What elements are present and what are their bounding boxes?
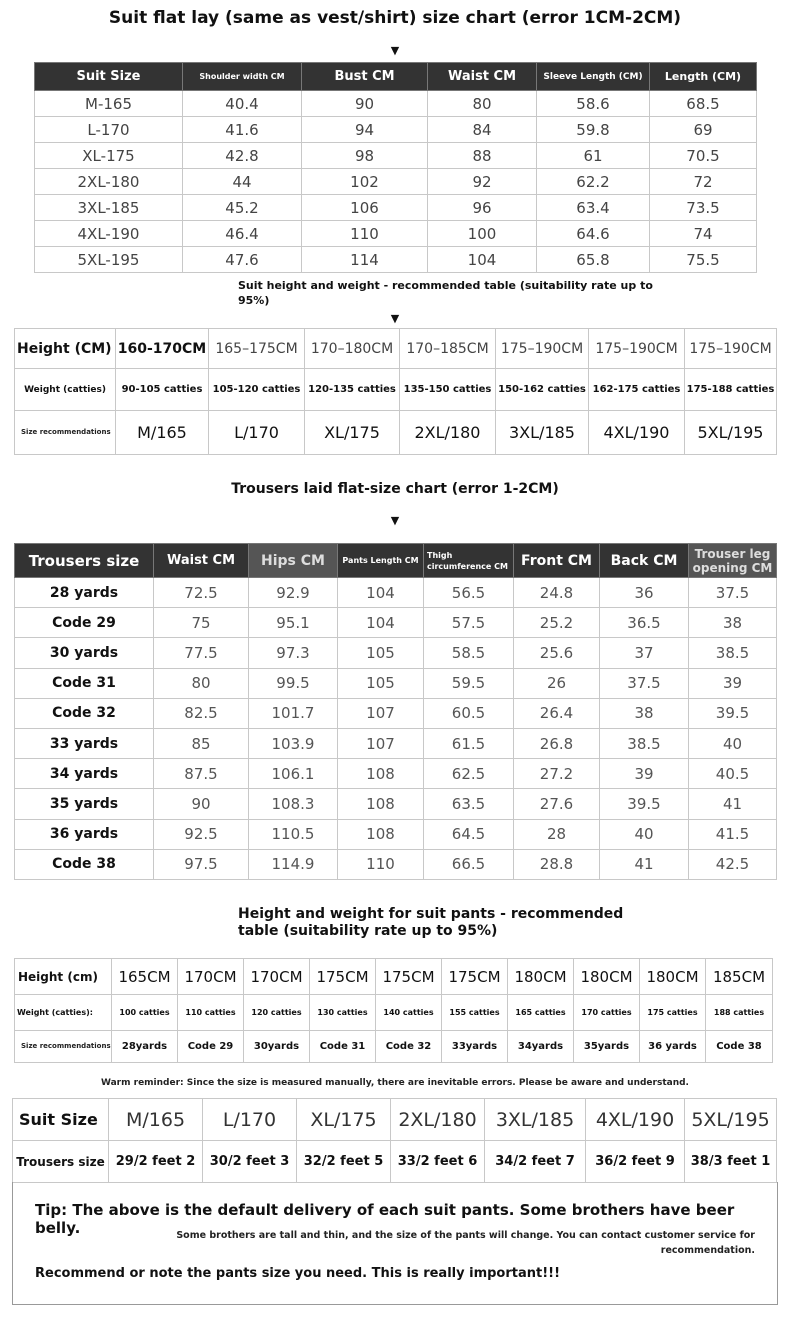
trousers-size-cell: 29/2 feet 2 (109, 1141, 203, 1183)
table-cell: 90 (302, 91, 428, 117)
height-cell: 185CM (706, 959, 773, 995)
table-cell: 39.5 (600, 789, 689, 819)
tip-line-3: Recommend or note the pants size you need. This is really important!!! (35, 1266, 561, 1281)
table-cell: 110 (338, 849, 424, 879)
tip-line-1: Tip: The above is the default delivery of each suit pants. Some brothers have beer belly. (35, 1201, 735, 1237)
table-row (15, 638, 777, 668)
size-recommendations-label: Size recommendations (15, 1031, 112, 1063)
table-row (35, 117, 757, 143)
table-cell: 68.5 (650, 91, 757, 117)
table-cell: 80 (154, 668, 249, 698)
table-cell: 25.2 (514, 608, 600, 638)
table-cell: 62.5 (424, 759, 514, 789)
table-cell: 44 (183, 169, 302, 195)
table-row (15, 728, 777, 758)
table-cell: 104 (338, 578, 424, 608)
table-row (35, 143, 757, 169)
table-cell: 41.6 (183, 117, 302, 143)
col-header-hips: Hips CM (249, 544, 338, 578)
trousers-size-cell: 32/2 feet 5 (297, 1141, 391, 1183)
suit-size-table (34, 62, 757, 273)
size-cell: 28yards (112, 1031, 178, 1063)
table-cell: 108.3 (249, 789, 338, 819)
table-cell: 40.4 (183, 91, 302, 117)
table-cell: 27.6 (514, 789, 600, 819)
size-cell: 35yards (574, 1031, 640, 1063)
warm-reminder: Warm reminder: Since the size is measured manually, there are inevitable errors. Please be aware and understand. (101, 1078, 689, 1088)
table-row (35, 91, 757, 117)
table-cell: 46.4 (183, 221, 302, 247)
trousers-size-cell: 36/2 feet 9 (586, 1141, 685, 1183)
weight-cell: 170 catties (574, 995, 640, 1031)
default-delivery-table (12, 1098, 777, 1183)
table-row (35, 221, 757, 247)
table-cell: 38 (689, 608, 777, 638)
table-cell: 107 (338, 698, 424, 728)
size-cell: 2XL-180 (35, 169, 183, 195)
weight-cell: 120-135 catties (305, 369, 400, 411)
height-cell: 170CM (244, 959, 310, 995)
table-cell: 97.5 (154, 849, 249, 879)
tip-line-2: Some brothers are tall and thin, and the size of the pants will change. You can contact customer service for recommendation. (176, 1230, 755, 1256)
table-cell: 24.8 (514, 578, 600, 608)
col-header-leg-opening: Trouser leg opening CM (689, 544, 777, 578)
table-cell: 28.8 (514, 849, 600, 879)
suit-recommendation-table (14, 328, 777, 455)
table-cell: 90 (154, 789, 249, 819)
suit-size-cell: 2XL/180 (391, 1099, 485, 1141)
table-cell: 26 (514, 668, 600, 698)
weight-cell: 135-150 catties (400, 369, 496, 411)
table-row (35, 195, 757, 221)
suit-size-cell: 3XL/185 (485, 1099, 586, 1141)
table-cell: 41 (689, 789, 777, 819)
table-cell: 45.2 (183, 195, 302, 221)
table-cell: 61.5 (424, 728, 514, 758)
table-cell: 104 (338, 608, 424, 638)
table-cell: 64.6 (537, 221, 650, 247)
suit-size-label: Suit Size (13, 1099, 109, 1141)
table-cell: 102 (302, 169, 428, 195)
col-header-bust: Bust CM (302, 63, 428, 91)
weight-cell: 188 catties (706, 995, 773, 1031)
col-header-suit-size: Suit Size (35, 63, 183, 91)
table-cell: 36.5 (600, 608, 689, 638)
table-cell: 47.6 (183, 247, 302, 273)
height-cell: 180CM (508, 959, 574, 995)
col-header-waist: Waist CM (154, 544, 249, 578)
table-cell: 56.5 (424, 578, 514, 608)
table-cell: 74 (650, 221, 757, 247)
table-cell: 99.5 (249, 668, 338, 698)
table-cell: 39 (600, 759, 689, 789)
weight-cell: 90-105 catties (116, 369, 209, 411)
size-cell: Code 31 (15, 668, 154, 698)
size-cell: 33yards (442, 1031, 508, 1063)
table-cell: 65.8 (537, 247, 650, 273)
size-cell: Code 32 (15, 698, 154, 728)
height-cell: 170–180CM (305, 329, 400, 369)
size-cell: M-165 (35, 91, 183, 117)
weight-cell: 162-175 catties (589, 369, 685, 411)
table-cell: 106 (302, 195, 428, 221)
table-cell: 39 (689, 668, 777, 698)
suit-chart-title: Suit flat lay (same as vest/shirt) size chart (error 1CM-2CM) (108, 8, 682, 28)
size-cell: Code 38 (15, 849, 154, 879)
trousers-size-table (14, 543, 777, 880)
table-cell: 38 (600, 698, 689, 728)
down-arrow-icon: ▼ (390, 44, 400, 57)
table-row (15, 819, 777, 849)
trousers-size-cell: 34/2 feet 7 (485, 1141, 586, 1183)
table-cell: 108 (338, 819, 424, 849)
height-cell: 160-170CM (116, 329, 209, 369)
height-cell: 165CM (112, 959, 178, 995)
table-cell: 40.5 (689, 759, 777, 789)
table-cell: 60.5 (424, 698, 514, 728)
table-cell: 57.5 (424, 608, 514, 638)
table-row (35, 169, 757, 195)
table-cell: 42.8 (183, 143, 302, 169)
col-header-thigh: Thigh circumference CM (424, 544, 514, 578)
table-cell: 59.8 (537, 117, 650, 143)
trousers-size-cell: 30/2 feet 3 (203, 1141, 297, 1183)
col-header-pants-length: Pants Length CM (338, 544, 424, 578)
height-cell: 170CM (178, 959, 244, 995)
weight-label: Weight (catties) (15, 369, 116, 411)
table-cell: 75.5 (650, 247, 757, 273)
trousers-size-cell: 38/3 feet 1 (685, 1141, 777, 1183)
size-cell: XL-175 (35, 143, 183, 169)
down-arrow-icon: ▼ (390, 514, 400, 527)
size-cell: 3XL/185 (496, 411, 589, 455)
table-cell: 37.5 (689, 578, 777, 608)
table-cell: 69 (650, 117, 757, 143)
trousers-size-label: Trousers size (13, 1141, 109, 1183)
down-arrow-icon: ▼ (390, 312, 400, 325)
size-cell: 4XL/190 (589, 411, 685, 455)
height-cell: 175CM (376, 959, 442, 995)
size-cell: Code 38 (706, 1031, 773, 1063)
col-header-sleeve: Sleeve Length (CM) (537, 63, 650, 91)
table-cell: 82.5 (154, 698, 249, 728)
table-cell: 107 (338, 728, 424, 758)
table-cell: 80 (428, 91, 537, 117)
weight-cell: 120 catties (244, 995, 310, 1031)
table-cell: 114.9 (249, 849, 338, 879)
table-cell: 28 (514, 819, 600, 849)
table-cell: 27.2 (514, 759, 600, 789)
table-cell: 101.7 (249, 698, 338, 728)
table-cell: 105 (338, 668, 424, 698)
table-cell: 41 (600, 849, 689, 879)
table-cell: 62.2 (537, 169, 650, 195)
size-cell: 5XL/195 (685, 411, 777, 455)
table-cell: 75 (154, 608, 249, 638)
table-cell: 77.5 (154, 638, 249, 668)
table-cell: 110.5 (249, 819, 338, 849)
table-cell: 38.5 (689, 638, 777, 668)
size-cell: Code 29 (15, 608, 154, 638)
height-cell: 175–190CM (589, 329, 685, 369)
size-cell: 2XL/180 (400, 411, 496, 455)
size-cell: 4XL-190 (35, 221, 183, 247)
table-row (15, 608, 777, 638)
pants-rec-title-line1: Height and weight for suit pants - recommended (238, 906, 624, 922)
height-cell: 170–185CM (400, 329, 496, 369)
weight-cell: 130 catties (310, 995, 376, 1031)
height-cell: 175–190CM (685, 329, 777, 369)
suit-size-cell: L/170 (203, 1099, 297, 1141)
table-cell: 37.5 (600, 668, 689, 698)
table-cell: 106.1 (249, 759, 338, 789)
weight-cell: 165 catties (508, 995, 574, 1031)
size-cell: 34yards (508, 1031, 574, 1063)
col-header-shoulder: Shoulder width CM (183, 63, 302, 91)
table-cell: 70.5 (650, 143, 757, 169)
table-cell: 58.5 (424, 638, 514, 668)
col-header-trousers-size: Trousers size (15, 544, 154, 578)
table-row (15, 759, 777, 789)
table-cell: 26.8 (514, 728, 600, 758)
table-cell: 84 (428, 117, 537, 143)
table-row (15, 698, 777, 728)
col-header-length: Length (CM) (650, 63, 757, 91)
size-cell: M/165 (116, 411, 209, 455)
table-cell: 61 (537, 143, 650, 169)
table-cell: 103.9 (249, 728, 338, 758)
weight-cell: 175 catties (640, 995, 706, 1031)
table-cell: 72 (650, 169, 757, 195)
table-cell: 59.5 (424, 668, 514, 698)
size-cell: XL/175 (305, 411, 400, 455)
size-cell: 28 yards (15, 578, 154, 608)
suit-size-cell: 5XL/195 (685, 1099, 777, 1141)
suit-rec-title: Suit height and weight - recommended table (suitability rate up to 95%) (238, 279, 653, 307)
table-cell: 72.5 (154, 578, 249, 608)
table-row (15, 789, 777, 819)
height-cell: 180CM (640, 959, 706, 995)
size-cell: Code 31 (310, 1031, 376, 1063)
table-cell: 87.5 (154, 759, 249, 789)
size-cell: 33 yards (15, 728, 154, 758)
table-cell: 39.5 (689, 698, 777, 728)
table-cell: 96 (428, 195, 537, 221)
table-cell: 36 (600, 578, 689, 608)
table-cell: 85 (154, 728, 249, 758)
size-recommendations-label: Size recommendations (15, 411, 116, 455)
table-row (15, 668, 777, 698)
table-cell: 100 (428, 221, 537, 247)
trousers-chart-title: Trousers laid flat-size chart (error 1-2CM) (231, 481, 559, 497)
table-cell: 95.1 (249, 608, 338, 638)
weight-cell: 105-120 catties (209, 369, 305, 411)
size-cell: Code 29 (178, 1031, 244, 1063)
weight-cell: 100 catties (112, 995, 178, 1031)
height-cell: 175CM (442, 959, 508, 995)
height-label: Height (cm) (15, 959, 112, 995)
table-cell: 110 (302, 221, 428, 247)
table-cell: 92.9 (249, 578, 338, 608)
height-cell: 180CM (574, 959, 640, 995)
table-cell: 25.6 (514, 638, 600, 668)
size-cell: 35 yards (15, 789, 154, 819)
suit-size-cell: M/165 (109, 1099, 203, 1141)
table-cell: 64.5 (424, 819, 514, 849)
table-cell: 66.5 (424, 849, 514, 879)
height-cell: 165–175CM (209, 329, 305, 369)
weight-cell: 150-162 catties (496, 369, 589, 411)
table-cell: 40 (689, 728, 777, 758)
table-cell: 41.5 (689, 819, 777, 849)
pants-recommendation-table (14, 958, 773, 1063)
table-cell: 97.3 (249, 638, 338, 668)
table-cell: 92.5 (154, 819, 249, 849)
table-cell: 94 (302, 117, 428, 143)
weight-cell: 175-188 catties (685, 369, 777, 411)
suit-size-cell: XL/175 (297, 1099, 391, 1141)
size-cell: 30yards (244, 1031, 310, 1063)
table-cell: 58.6 (537, 91, 650, 117)
weight-label: Weight (catties): (15, 995, 112, 1031)
table-cell: 88 (428, 143, 537, 169)
height-cell: 175CM (310, 959, 376, 995)
table-cell: 105 (338, 638, 424, 668)
table-cell: 63.4 (537, 195, 650, 221)
table-row (15, 849, 777, 879)
size-cell: L-170 (35, 117, 183, 143)
table-cell: 108 (338, 759, 424, 789)
table-cell: 38.5 (600, 728, 689, 758)
table-cell: 40 (600, 819, 689, 849)
pants-rec-title-line2: table (suitability rate up to 95%) (238, 923, 498, 939)
height-label: Height (CM) (15, 329, 116, 369)
table-cell: 108 (338, 789, 424, 819)
table-cell: 63.5 (424, 789, 514, 819)
table-cell: 114 (302, 247, 428, 273)
col-header-front: Front CM (514, 544, 600, 578)
size-cell: 30 yards (15, 638, 154, 668)
size-cell: L/170 (209, 411, 305, 455)
table-row (35, 247, 757, 273)
size-cell: 36 yards (15, 819, 154, 849)
size-cell: 36 yards (640, 1031, 706, 1063)
table-row (15, 578, 777, 608)
col-header-waist: Waist CM (428, 63, 537, 91)
col-header-back: Back CM (600, 544, 689, 578)
table-cell: 42.5 (689, 849, 777, 879)
table-cell: 26.4 (514, 698, 600, 728)
table-cell: 37 (600, 638, 689, 668)
table-cell: 98 (302, 143, 428, 169)
weight-cell: 140 catties (376, 995, 442, 1031)
size-cell: 34 yards (15, 759, 154, 789)
table-cell: 73.5 (650, 195, 757, 221)
height-cell: 175–190CM (496, 329, 589, 369)
size-cell: 3XL-185 (35, 195, 183, 221)
weight-cell: 155 catties (442, 995, 508, 1031)
table-cell: 104 (428, 247, 537, 273)
weight-cell: 110 catties (178, 995, 244, 1031)
pants-rec-title (238, 906, 658, 940)
size-cell: 5XL-195 (35, 247, 183, 273)
size-cell: Code 32 (376, 1031, 442, 1063)
suit-size-cell: 4XL/190 (586, 1099, 685, 1141)
tip-box (12, 1182, 778, 1305)
table-cell: 92 (428, 169, 537, 195)
trousers-size-cell: 33/2 feet 6 (391, 1141, 485, 1183)
